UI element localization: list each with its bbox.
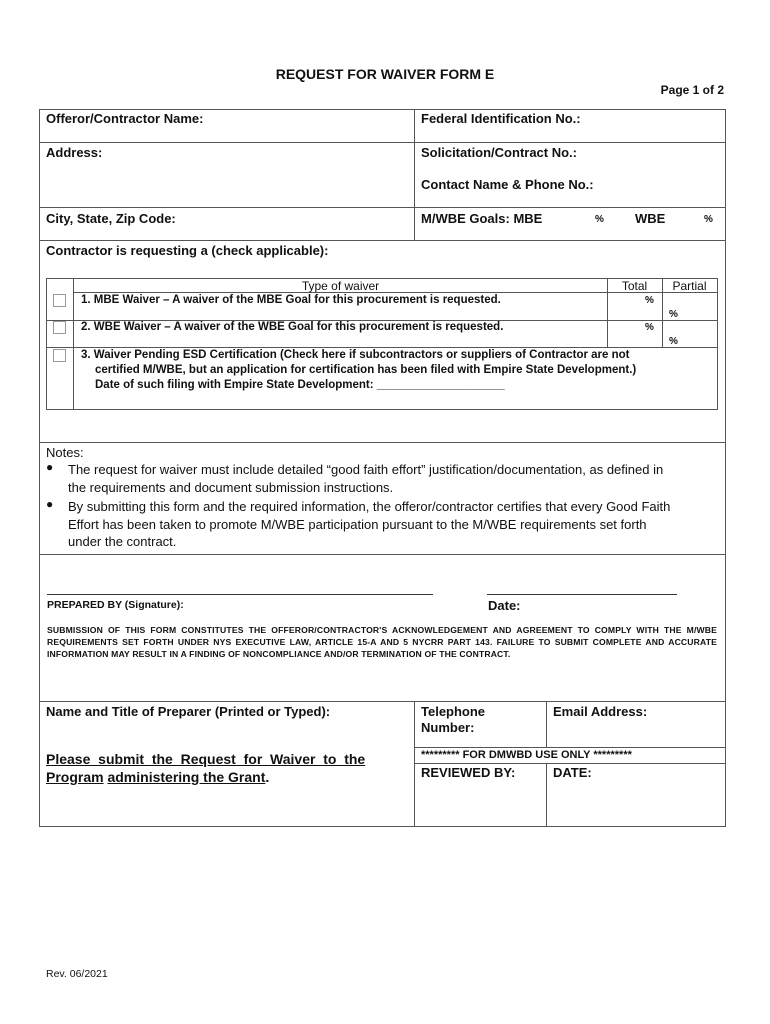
dmwbd-use-only: ********* FOR DMWBD USE ONLY ********* — [421, 749, 632, 761]
reviewed-by-label: REVIEWED BY: — [421, 765, 516, 780]
wbe-waiver-checkbox[interactable] — [53, 321, 66, 334]
contact-field[interactable]: Contact Name & Phone No.: — [421, 177, 594, 192]
mbe-waiver-checkbox[interactable] — [53, 294, 66, 307]
prepared-by-label: PREPARED BY (Signature): — [47, 599, 184, 611]
request-heading: Contractor is requesting a (check applicable): — [46, 243, 329, 258]
note-certification-line1: By submitting this form and the required information, the offeror/contractor certifies that every Good Faith — [68, 499, 671, 514]
telephone-label-line1: Telephone — [421, 704, 486, 719]
reviewed-date-label: DATE: — [553, 765, 592, 780]
revision-label: Rev. 06/2021 — [46, 968, 108, 980]
note-good-faith — [68, 461, 716, 496]
date-line[interactable] — [487, 594, 677, 595]
notes-heading: Notes: — [46, 445, 84, 460]
col-total: Total — [621, 279, 648, 293]
mbe-waiver-label: 1. MBE Waiver – A waiver of the MBE Goal for this procurement is requested. — [81, 294, 501, 306]
submit-instruction — [46, 750, 365, 786]
note-good-faith-line1: The request for waiver must include detailed “good faith effort” justification/documentation, as defined in — [68, 462, 664, 477]
note-good-faith-line2: the requirements and document submission instructions. — [68, 479, 394, 495]
wbe-goal-percent[interactable]: % — [704, 214, 713, 225]
mbe-waiver-total[interactable]: % — [645, 295, 654, 306]
wbe-waiver-label: 2. WBE Waiver – A waiver of the WBE Goal for this procurement is requested. — [81, 321, 504, 333]
note-certification-line2: Effort has been taken to promote M/WBE participation pursuant to the M/WBE requirements set forth — [68, 516, 647, 532]
submit-instruction-program: Program — [46, 769, 104, 785]
note-certification — [68, 498, 716, 551]
note-certification-line3: under the contract. — [68, 534, 177, 549]
wbe-waiver-partial[interactable]: % — [669, 336, 678, 347]
form-title: REQUEST FOR WAIVER FORM E — [275, 66, 495, 82]
pending-esd-label-line2: certified M/WBE, but an application for certification has been filed with Empire State Development.) — [95, 364, 637, 376]
col-partial: Partial — [672, 279, 707, 293]
offeror-name-field[interactable]: Offeror/Contractor Name: — [46, 111, 204, 126]
esd-filing-date-field[interactable]: Date of such filing with Empire State Development: ____________________ — [95, 379, 505, 391]
pending-esd-checkbox[interactable] — [53, 349, 66, 362]
mwbe-goals-label: M/WBE Goals: MBE — [421, 211, 543, 226]
email-field[interactable]: Email Address: — [553, 704, 648, 719]
submit-instruction-line1: Please submit the Request for Waiver to the — [46, 751, 366, 767]
submit-instruction-grant: administering the Grant — [107, 769, 266, 785]
signature-line[interactable] — [47, 594, 433, 595]
mbe-waiver-partial[interactable]: % — [669, 309, 678, 320]
address-field[interactable]: Address: — [46, 145, 103, 160]
page-number: Page 1 of 2 — [660, 83, 724, 97]
bullet-icon: ● — [46, 460, 54, 474]
pending-esd-label-line1: 3. Waiver Pending ESD Certification (Check here if subcontractors or suppliers of Contractor are not — [81, 349, 630, 361]
bullet-icon: ● — [46, 497, 54, 511]
wbe-goal-label: WBE — [635, 211, 666, 226]
solicitation-field[interactable]: Solicitation/Contract No.: — [421, 145, 577, 160]
date-label: Date: — [488, 598, 521, 613]
telephone-field[interactable] — [421, 704, 485, 736]
city-state-zip-field[interactable]: City, State, Zip Code: — [46, 211, 176, 226]
telephone-label-line2: Number: — [421, 720, 475, 735]
preparer-name-field[interactable]: Name and Title of Preparer (Printed or Typed): — [46, 704, 331, 719]
wbe-waiver-total[interactable]: % — [645, 322, 654, 333]
col-type-of-waiver: Type of waiver — [301, 279, 380, 293]
compliance-statement: SUBMISSION OF THIS FORM CONSTITUTES THE OFFEROR/CONTRACTOR'S ACKNOWLEDGEMENT AND AGREEMENT TO COMPLY WITH THE M/WBE REQUIREMENTS SET FORTH UNDER NYS EXECUTIVE LAW, ARTICLE 15-A AND 5 NYCRR PART 143. FAILURE TO SUBMIT COMPLETE AND ACCURATE INFORMATION MAY RESULT IN A FINDING OF NONCOMPLIANCE AND/OR TERMINATION OF THE CONTRACT. — [47, 625, 717, 659]
mbe-goal-percent[interactable]: % — [595, 214, 604, 225]
federal-id-field[interactable]: Federal Identification No.: — [421, 111, 581, 126]
submit-instruction-period: . — [265, 769, 270, 785]
